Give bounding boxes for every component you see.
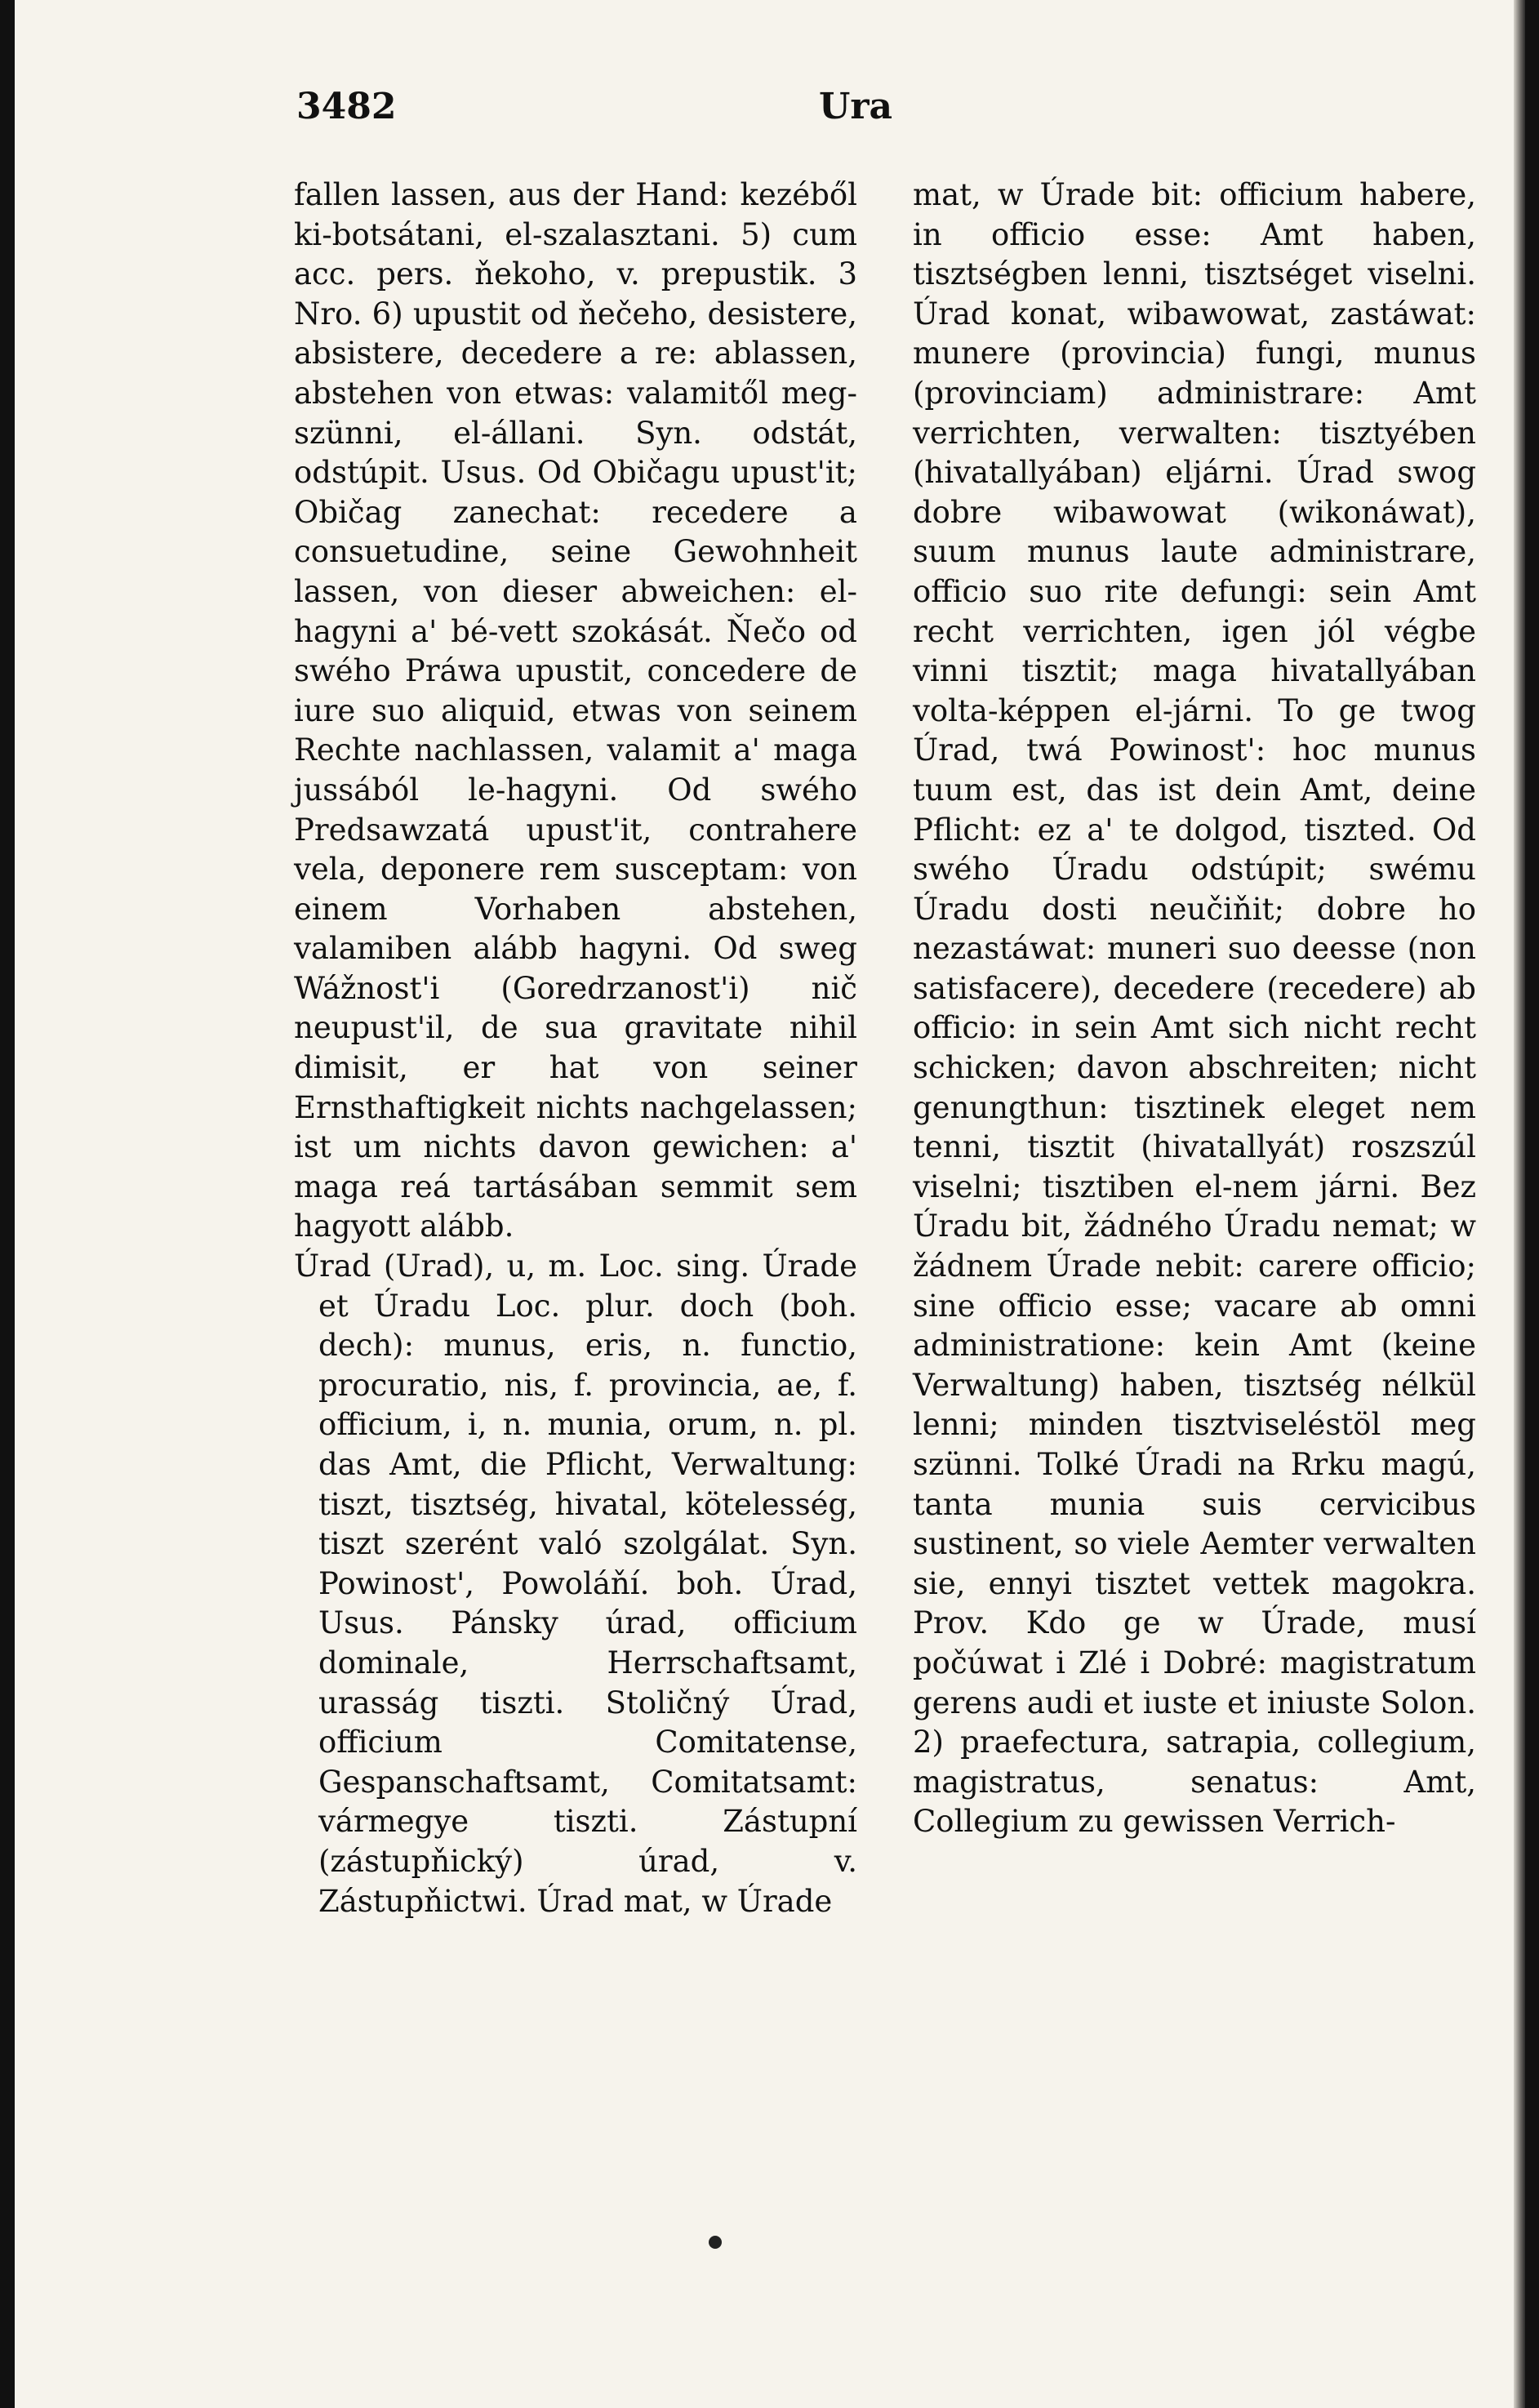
dictionary-page [15, 0, 1525, 2408]
right-column [913, 176, 1476, 1842]
entry-urad: Úrad (Urad), u, m. Loc. sing. Úrade et Úradu Loc. plur. doch (boh. dech): munus, eris, n. functio, procuratio, nis, f. provincia, ae, f. officium, i, n. munia, orum, n. pl. das Amt, die Pflicht, Verwaltung: tiszt, tisztség, hivatal, kötelesség, tiszt szerént való szolgálat. Syn. Powinost', Powoláňí. boh. Úrad, Usus. Pánsky úrad, officium dominale, Herrschaftsamt, urasság tiszti. Stoličný Úrad, officium Comitatense, Gespanschaftsamt, Comitatsamt: vármegye tiszti. Zástupní (zástupňický) úrad, v. Zástupňictwi. Úrad mat, w Úrade [294, 1249, 857, 1919]
entry-urad-continued: mat, w Úrade bit: officium habere, in officio esse: Amt haben, tisztségben lenni, tisztséget viselni. Úrad konat, wibawowat, zastáwat: munere (provincia) fungi, munus (provinciam) administrare: Amt verrichten, verwalten: tisztyében (hivatallyában) eljárni. Úrad swog dobre wibawowat (wikonáwat), suum munus laute administrare, officio suo rite defungi: sein Amt recht verrichten, igen jól végbe vinni tisztit; maga hivatallyában volta-képpen el-járni. To ge twog Úrad, twá Powinost': hoc munus tuum est, das ist dein Amt, deine Pflicht: ez a' te dolgod, tiszted. Od swého Úradu odstúpit; swému Úradu dosti neučiňit; dobre ho nezastáwat: muneri suo deesse (non satisfacere), decedere (recedere) ab officio: in sein Amt sich nicht recht schicken; davon abschreiten; nicht genungthun: tisztinek eleget nem tenni, tisztit (hivatallyát) roszszúl viselni; tisztiben el-nem járni. Bez Úradu bit, žádného Úradu nemat; w žádnem Úrade nebit: carere officio; sine officio esse; vacare ab omni administratione: kein Amt (keine Verwaltung) haben, tisztség nélkül lenni; minden tisztviseléstöl meg szünni. Tolké Úradi na Rrku magú, tanta munia suis cervicibus sustinent, so viele Aemter verwalten sie, ennyi tisztet vettek magokra. Prov. Kdo ge w Úrade, musí počúwat i Zlé i Dobré: magistratum gerens audi et iuste et iniuste Solon. 2) praefectura, satrapia, collegium, magistratus, senatus: Amt, Collegium zu gewissen Verrich- [913, 177, 1476, 1840]
page-number: 3482 [296, 86, 397, 127]
ink-dot [709, 2236, 722, 2249]
left-column [294, 176, 857, 1921]
entry-continuation: fallen lassen, aus der Hand: kezéből ki-botsátani, el-szalasztani. 5) cum acc. pers. ňekoho, v. prepustik. 3 Nro. 6) upustit od ňečeho, desistere, absistere, decedere a re: ablassen, abstehen von etwas: valamitől meg-szünni, el-állani. Syn. odstát, odstúpit. Usus. Od Običagu upust'it; Običag zanechat: recedere a consuetudine, seine Gewohnheit lassen, von dieser abweichen: el-hagyni a' bé-vett szokását. Ňečo od swého Práwa upustit, concedere de iure suo aliquid, etwas von seinem Rechte nachlassen, valamit a' maga jussából le-hagyni. Od swého Predsawzatá upust'it, contrahere vela, deponere rem susceptam: von einem Vorhaben abstehen, valamiben alább hagyni. Od sweg Wážnost'i (Goredrzanost'i) nič neupust'il, de sua gravitate nihil dimisit, er hat von seiner Ernsthaftigkeit nichts nachgelassen; ist um nichts davon gewichen: a' maga reá tartásában semmit sem hagyott alább. [294, 177, 857, 1244]
page-fold-shadow [1514, 0, 1525, 2408]
running-head: Ura [819, 86, 893, 127]
page-header [15, 86, 1525, 135]
